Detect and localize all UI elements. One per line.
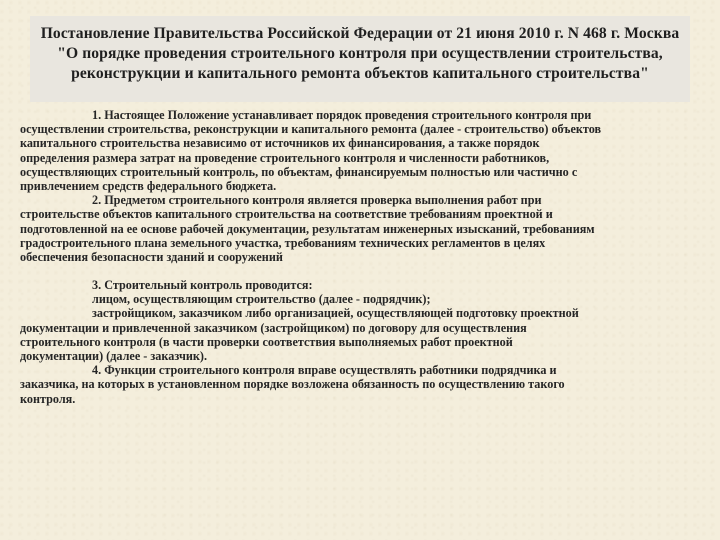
title-line-2: "О порядке проведения строительного контроля при осуществлении строительства, xyxy=(57,45,663,62)
paragraph-2-line: подготовленной на ее основе рабочей документации, результатам инженерных изысканий, требованиям xyxy=(20,221,595,236)
paragraph-1-line: капитального строительства независимо от источников их финансирования, а также порядок xyxy=(20,136,540,151)
paragraph-2-line: обеспечения безопасности зданий и сооружений xyxy=(20,249,283,264)
paragraph-3-line: лицом, осуществляющим строительство (далее - подрядчик); xyxy=(92,292,431,307)
title-box xyxy=(30,16,690,102)
paragraph-1-line: привлечением средств федерального бюджета. xyxy=(20,178,277,193)
paragraph-4-line: заказчика, на которых в установленном порядке возложена обязанность по осуществлению такого xyxy=(20,377,565,392)
paragraph-3-line: документации и привлеченной заказчиком (застройщиком) по договору для осуществления xyxy=(20,320,527,335)
title-line-3: реконструкции и капитального ремонта объектов капитального строительства" xyxy=(71,65,649,82)
paragraph-3-line: застройщиком, заказчиком либо организацией, осуществляющей подготовку проектной xyxy=(92,306,579,321)
paragraph-3-line: 3. Строительный контроль проводится: xyxy=(92,278,313,293)
paragraph-2-line: градостроительного плана земельного участка, требованиям технических регламентов в целях xyxy=(20,235,546,250)
title-line-1: Постановление Правительства Российской Федерации от 21 июня 2010 г. N 468 г. Москва xyxy=(40,25,680,42)
paragraph-1-line: 1. Настоящее Положение устанавливает порядок проведения строительного контроля при xyxy=(92,108,592,122)
paragraph-1-line: осуществляющих строительный контроль, по объектам, финансируемым полностью или частично с xyxy=(20,164,578,179)
document-body xyxy=(20,108,708,406)
paragraph-4-line: 4. Функции строительного контроля вправе осуществлять работники подрядчика и xyxy=(92,363,557,378)
paragraph-2-line: строительстве объектов капитального строительства на соответствие требованиям проектной и xyxy=(20,207,553,222)
paragraph-gap xyxy=(20,264,708,278)
paragraph-3-line: строительного контроля (в части проверки соответствия выполняемых работ проектной xyxy=(20,334,513,349)
paragraph-4-line: контроля. xyxy=(20,391,76,406)
paragraph-1-line: осуществлении строительства, реконструкции и капитального ремонта (далее - строительство) объектов xyxy=(20,122,602,137)
paragraph-3-line: документации) (далее - заказчик). xyxy=(20,349,208,363)
paragraph-2-line: 2. Предметом строительного контроля является проверка выполнения работ при xyxy=(92,193,542,208)
paragraph-1-line: определения размера затрат на проведение строительного контроля и численности работников, xyxy=(20,150,550,165)
